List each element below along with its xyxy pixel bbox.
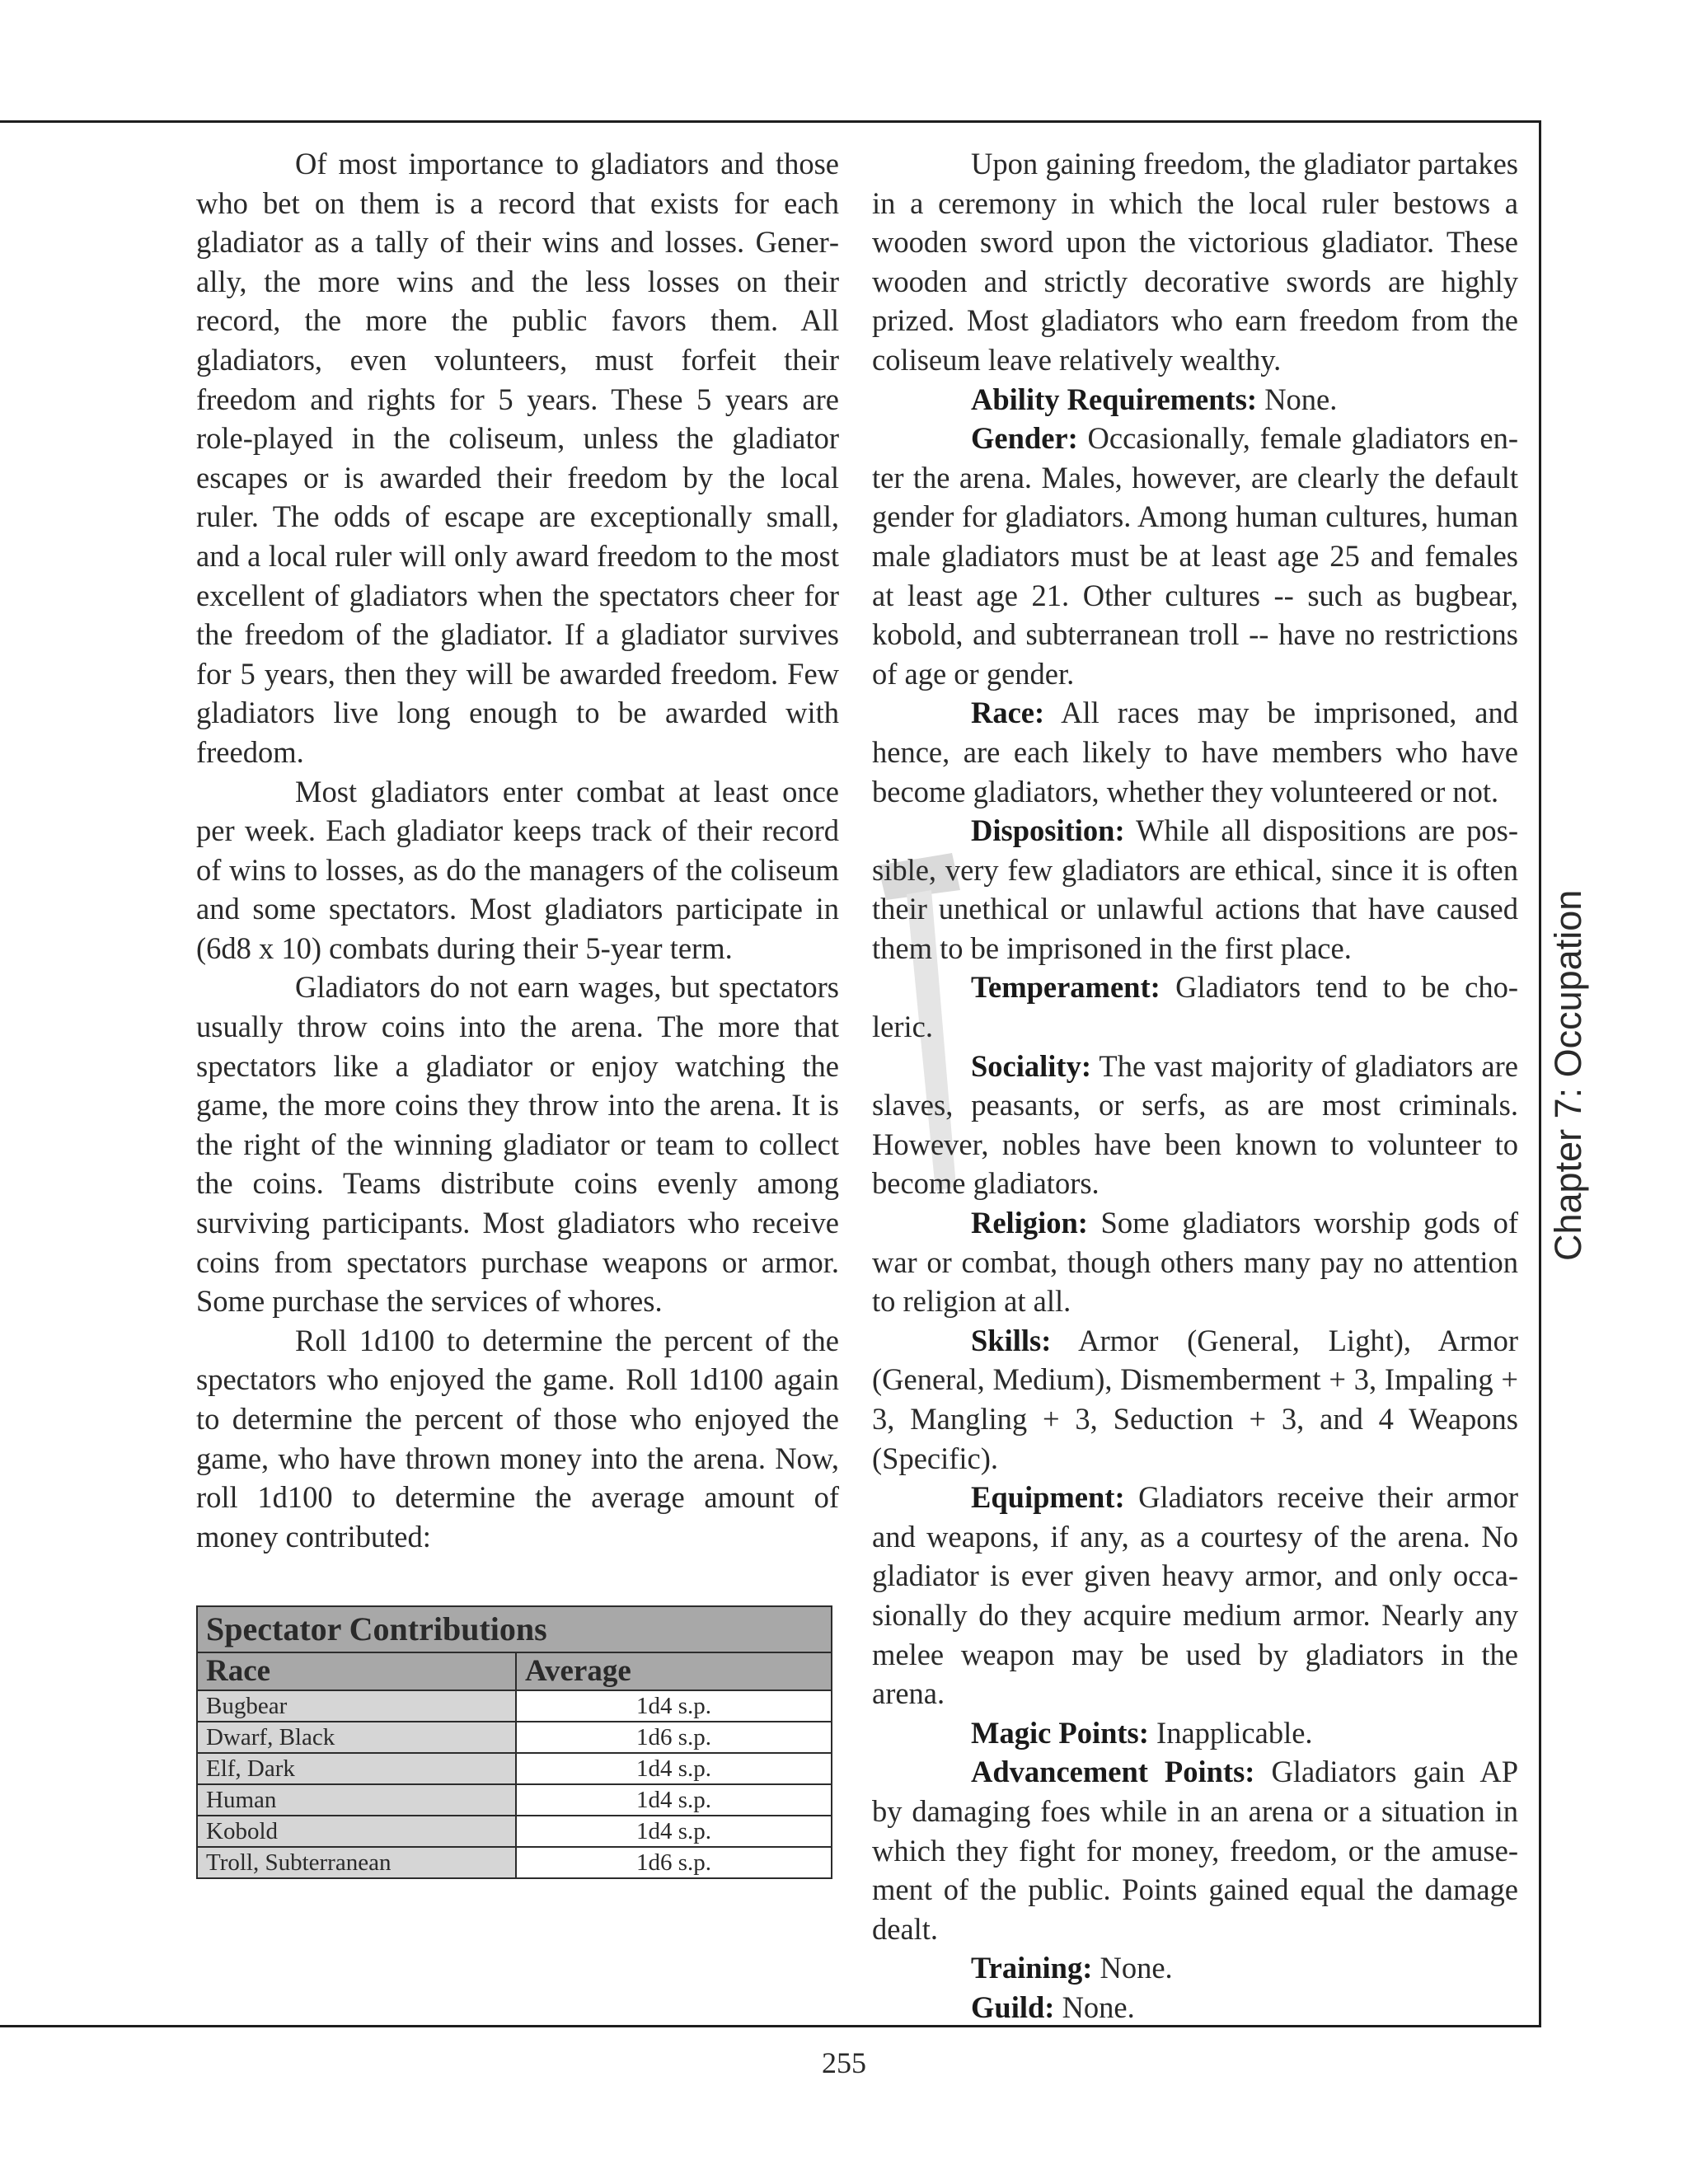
entry-text: Gladiators gain AP by damaging foes while in an arena or a situation in which they fight for money, freedom, or the amusement of the public. Points gained equal the damage dealt. (872, 1755, 1519, 1946)
body-paragraph: Of most importance to gladiators and those who bet on them is a record that exists for each gladiator as a tally of their wins and losses. Generally, the more wins and the less losses on their record, the more the public favors them. All gladiators, even volunteers, must forfeit their freedom and rights for 5 years. These 5 years are role-played in the coliseum, unless the gladiator escapes or is awarded their freedom by the local ruler. The odds of escape are exceptionally small, and a local ruler will only award freedom to the most excellent of gladiators when the spectators cheer for the freedom of the gladiator. If a gladiator survives for 5 years, then they will be awarded freedom. Few gladiators live long enough to be awarded with freedom. (196, 147, 839, 769)
entry-label: Magic Points: (971, 1715, 1149, 1750)
entry-text: None. (1092, 1951, 1173, 1985)
column-header-race: Race (197, 1652, 516, 1690)
entry-label: Equipment: (971, 1480, 1125, 1515)
entry-gender (872, 419, 1518, 693)
spectator-contributions-table-wrap (196, 1605, 832, 1879)
entry-label: Race: (971, 696, 1045, 730)
average-cell: 1d6 s.p. (516, 1722, 832, 1753)
race-cell: Kobold (197, 1816, 516, 1847)
entry-text: Gladiators receive their armor and weapons, if any, as a courtesy of the arena. No gladiator is ever given heavy armor, and only occasionally do they acquire medium armor. Nearly any melee weapon may be used by gladiators in the arena. (872, 1480, 1518, 1711)
entry-religion (872, 1203, 1518, 1321)
entry-ability-requirements (872, 380, 1518, 419)
entry-race (872, 693, 1518, 811)
entry-skills (872, 1321, 1518, 1478)
entry-label: Advancement Points: (971, 1755, 1255, 1789)
race-cell: Elf, Dark (197, 1753, 516, 1784)
table-row (197, 1690, 832, 1722)
entry-text: Occasionally, female gladiators enter the arena. Males, however, are clearly the default gender for gladiators. Among human cultures, human male gladiators must be at least age 25 and females at least age 21. Other cultures -- such as bugbear, kobold, and subterranean troll -- have no restrictions of age or gender. (872, 421, 1518, 691)
race-cell: Dwarf, Black (197, 1722, 516, 1753)
average-cell: 1d4 s.p. (516, 1753, 832, 1784)
page-number: 255 (822, 2046, 866, 2079)
entry-label: Sociality: (971, 1048, 1091, 1083)
entry-temperament (872, 968, 1518, 1046)
entry-equipment (872, 1478, 1518, 1713)
entry-text: While all dispositions are possible, very few gladiators are ethical, since it is often their unethical or unlawful actions that have caused them to be imprisoned in the first place. (872, 813, 1518, 965)
entry-disposition (872, 811, 1518, 968)
table-row (197, 1816, 832, 1847)
entry-text: None. (1257, 382, 1338, 416)
table-title: Spectator Contributions (197, 1606, 832, 1652)
body-paragraph: Most gladiators enter combat at least once per week. Each gladiator keeps track of their record of wins to losses, as do the managers of the coliseum and some spectators. Most gladiators participate in (6d8 x 10) combats during their 5-year term. (196, 774, 839, 965)
race-cell: Human (197, 1784, 516, 1816)
entry-label: Gender: (971, 421, 1078, 456)
body-paragraph: Roll 1d100 to determine the percent of the spectators who enjoyed the game. Roll 1d100 again to determine the percent of those who enjoyed the game, who have thrown money into the arena. Now, roll 1d100 to determine the average amount of money contributed: (196, 1323, 839, 1554)
table-row (197, 1847, 832, 1878)
average-cell: 1d4 s.p. (516, 1690, 832, 1722)
entry-text: Gladiators tend to be choleric. (872, 970, 1518, 1044)
intro-paragraph: Upon gaining freedom, the gladiator partakes in a ceremony in which the local ruler bestows a wooden sword upon the victorious gladiator. These wooden and strictly decorative swords are highly prized. Most gladiators who earn freedom from the coliseum leave relatively wealthy. (872, 147, 1518, 377)
entry-text: Armor (General, Light), Armor (General, Medium), Dismemberment + 3, Impaling + 3, Mangling + 3, Seduction + 3, and 4 Weapons (Specific). (872, 1323, 1518, 1475)
entry-text: The vast majority of gladiators are slaves, peasants, or serfs, as are most criminals. However, nobles have been known to volunteer to become gladiators. (872, 1048, 1518, 1201)
column-header-average: Average (516, 1652, 832, 1690)
entry-label: Ability Requirements: (971, 382, 1258, 416)
page-frame-top (0, 120, 1541, 123)
entry-text: Some gladiators worship gods of war or combat, though others many pay no attention to religion at all. (872, 1206, 1518, 1319)
entry-label: Training: (971, 1951, 1093, 1985)
race-cell: Bugbear (197, 1690, 516, 1722)
entry-text: Inapplicable. (1148, 1715, 1313, 1750)
entry-text: All races may be imprisoned, and hence, are each likely to have members who have become gladiators, whether they volunteered or not. (872, 696, 1518, 808)
right-column (872, 144, 1518, 2027)
entry-label: Disposition: (971, 813, 1125, 848)
table-row (197, 1784, 832, 1816)
table-row (197, 1722, 832, 1753)
left-column (196, 144, 839, 1879)
entry-label: Guild: (971, 1990, 1055, 2024)
entry-sociality (872, 1047, 1518, 1203)
entry-text: None. (1054, 1990, 1135, 2024)
entry-magic-points (872, 1713, 1518, 1753)
entry-advancement-points (872, 1752, 1518, 1948)
entry-training (872, 1948, 1518, 1988)
race-cell: Troll, Subterranean (197, 1847, 516, 1878)
spectator-contributions-table (196, 1605, 832, 1879)
average-cell: 1d6 s.p. (516, 1847, 832, 1878)
average-cell: 1d4 s.p. (516, 1816, 832, 1847)
entry-label: Religion: (971, 1206, 1088, 1240)
chapter-side-label: Chapter 7: Occupation (1547, 889, 1589, 1261)
page-frame-right (1539, 120, 1541, 2027)
entry-guild (872, 1988, 1518, 2027)
average-cell: 1d4 s.p. (516, 1784, 832, 1816)
table-row (197, 1753, 832, 1784)
body-paragraph: Gladiators do not earn wages, but spectators usually throw coins into the arena. The more that spectators like a gladiator or enjoy watching the game, the more coins they throw into the arena. It is the right of the winning gladiator or team to collect the coins. Teams distribute coins evenly among surviving participants. Most gladiators who receive coins from spectators purchase weapons or armor. Some purchase the services of whores. (196, 970, 839, 1319)
entry-label: Temperament: (971, 970, 1160, 1005)
entry-label: Skills: (971, 1323, 1052, 1357)
